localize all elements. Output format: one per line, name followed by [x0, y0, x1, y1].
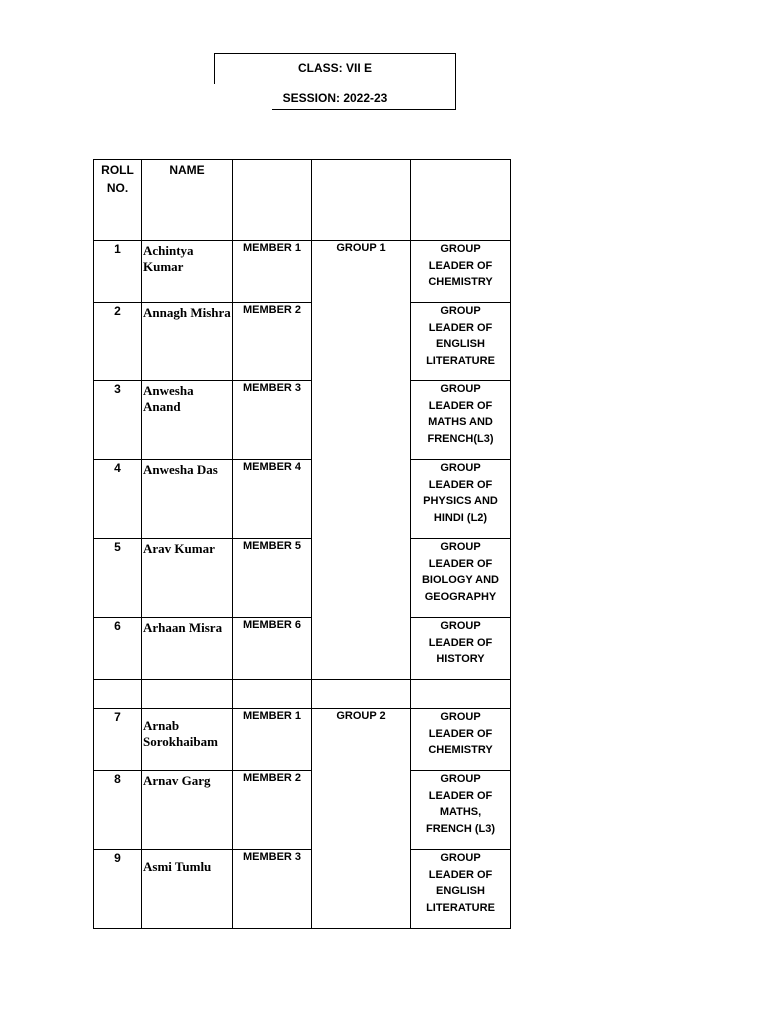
group-cell — [312, 709, 411, 929]
leader-role — [411, 709, 510, 759]
name-cell — [142, 771, 233, 850]
roll-number: 4 — [114, 461, 121, 475]
student-name: Annagh Mishra — [143, 305, 231, 320]
leader-role-line: GROUP — [440, 383, 481, 395]
leader-cell — [411, 709, 511, 771]
roll-cell — [94, 381, 142, 460]
roll-cell — [94, 539, 142, 618]
roll-number: 6 — [114, 619, 121, 633]
member-label: MEMBER 6 — [242, 619, 302, 631]
leader-cell — [411, 241, 511, 303]
header-leader-blank — [411, 160, 511, 241]
class-session-box — [214, 53, 456, 109]
leader-role-line: LEADER OF — [428, 868, 493, 881]
leader-role-line: LEADER OF — [428, 636, 493, 649]
leader-role — [411, 460, 510, 526]
student-name: Achintya Kumar — [143, 243, 194, 274]
leader-role — [411, 618, 510, 668]
leader-role-line: HINDI (L2) — [433, 511, 488, 524]
leader-role-line: GROUP — [440, 305, 481, 317]
table-row — [94, 771, 511, 850]
spacer-row — [94, 680, 511, 709]
header-name — [142, 160, 233, 241]
table-header-row — [94, 160, 511, 241]
leader-role-line: LEADER OF — [428, 789, 493, 802]
member-label: MEMBER 2 — [242, 304, 302, 316]
leader-role-line: LEADER OF — [428, 399, 493, 412]
name-cell — [142, 241, 233, 303]
leader-role-line: PHYSICS AND — [423, 495, 498, 507]
leader-role-line: MATHS AND — [428, 416, 493, 428]
table-row — [94, 850, 511, 929]
leader-cell — [411, 460, 511, 539]
leader-role-line: LEADER OF — [428, 259, 493, 272]
leader-role-line: GROUP — [440, 541, 481, 553]
leader-role — [411, 241, 510, 291]
leader-cell — [411, 303, 511, 381]
leader-role-line: GROUP — [440, 852, 481, 864]
student-name: Arhaan Misra — [143, 620, 223, 635]
student-name: Arav Kumar — [143, 541, 215, 556]
table-row — [94, 303, 511, 381]
leader-role-line: LEADER OF — [428, 557, 493, 570]
group-roster-table — [93, 159, 511, 929]
leader-role-line: BIOLOGY AND — [421, 574, 499, 586]
table-row — [94, 241, 511, 303]
leader-role — [411, 539, 510, 605]
member-cell — [233, 303, 312, 381]
leader-role-line: FRENCH(L3) — [427, 432, 494, 445]
member-label: MEMBER 1 — [242, 710, 302, 722]
roll-number: 8 — [114, 772, 121, 786]
student-name: Asmi Tumlu — [143, 859, 212, 874]
name-cell — [142, 381, 233, 460]
roll-cell — [94, 460, 142, 539]
box-border-top — [214, 53, 455, 54]
student-name: Anwesha Anand — [143, 383, 194, 414]
group-label: GROUP 1 — [336, 242, 386, 254]
name-cell — [142, 460, 233, 539]
roll-cell — [94, 303, 142, 381]
member-label: MEMBER 3 — [242, 382, 302, 394]
roll-cell — [94, 618, 142, 680]
leader-role-line: LEADER OF — [428, 727, 493, 740]
name-cell — [142, 618, 233, 680]
leader-role-line: GROUP — [440, 462, 481, 474]
member-label: MEMBER 4 — [242, 461, 302, 473]
leader-role-line: GROUP — [440, 243, 481, 255]
table-row — [94, 709, 511, 771]
member-cell — [233, 771, 312, 850]
roll-number: 5 — [114, 540, 121, 554]
table-row — [94, 381, 511, 460]
class-label: CLASS: VII E — [297, 61, 372, 75]
roll-number: 7 — [114, 710, 121, 724]
header-roll-no — [94, 160, 142, 241]
name-cell — [142, 303, 233, 381]
member-label: MEMBER 3 — [242, 851, 302, 863]
leader-role-line: GEOGRAPHY — [424, 590, 497, 603]
member-label: MEMBER 1 — [242, 242, 302, 254]
leader-role-line: ENGLISH — [436, 338, 485, 350]
roll-cell — [94, 241, 142, 303]
name-cell — [142, 709, 233, 771]
roll-cell — [94, 771, 142, 850]
name-cell — [142, 539, 233, 618]
header-member-blank — [233, 160, 312, 241]
roll-cell — [94, 850, 142, 929]
group-cell — [312, 241, 411, 680]
leader-role-line: GROUP — [440, 773, 481, 785]
leader-cell — [411, 618, 511, 680]
student-name: Arnab Sorokhaibam — [143, 718, 218, 749]
header-no-line: NO. — [106, 181, 129, 195]
member-label: MEMBER 2 — [242, 772, 302, 784]
roll-number: 9 — [114, 851, 121, 865]
member-cell — [233, 241, 312, 303]
leader-role-line: GROUP — [440, 711, 481, 723]
header-roll-line: ROLL — [101, 163, 134, 177]
leader-role-line: FRENCH (L3) — [425, 822, 496, 835]
member-cell — [233, 381, 312, 460]
leader-role-line: ENGLISH — [436, 885, 485, 897]
group-label: GROUP 2 — [336, 710, 386, 722]
box-border-bottom — [272, 109, 456, 110]
leader-cell — [411, 771, 511, 850]
table-row — [94, 539, 511, 618]
leader-role-line: CHEMISTRY — [428, 276, 493, 288]
leader-role-line: LITERATURE — [426, 901, 495, 914]
leader-role — [411, 850, 510, 916]
leader-cell — [411, 539, 511, 618]
table-row — [94, 460, 511, 539]
member-label: MEMBER 5 — [242, 540, 302, 552]
leader-cell — [411, 381, 511, 460]
leader-role-line: HISTORY — [436, 653, 485, 665]
leader-role — [411, 303, 510, 369]
member-cell — [233, 539, 312, 618]
session-label: SESSION: 2022-23 — [282, 91, 388, 105]
member-cell — [233, 709, 312, 771]
leader-role — [411, 381, 510, 447]
member-cell — [233, 850, 312, 929]
leader-role-line: MATHS, — [439, 806, 482, 818]
roll-number: 1 — [114, 242, 121, 256]
leader-role-line: LEADER OF — [428, 321, 493, 334]
student-name: Arnav Garg — [143, 773, 211, 788]
roll-cell — [94, 709, 142, 771]
name-cell — [142, 850, 233, 929]
roll-number: 3 — [114, 382, 121, 396]
table-row — [94, 618, 511, 680]
student-name: Anwesha Das — [143, 462, 218, 477]
header-name-label: NAME — [169, 163, 205, 177]
member-cell — [233, 618, 312, 680]
member-cell — [233, 460, 312, 539]
leader-role-line: LITERATURE — [426, 354, 495, 367]
header-group-blank — [312, 160, 411, 241]
roll-number: 2 — [114, 304, 121, 318]
leader-role-line: LEADER OF — [428, 478, 493, 491]
leader-role-line: CHEMISTRY — [428, 744, 493, 756]
leader-cell — [411, 850, 511, 929]
leader-role-line: GROUP — [440, 620, 481, 632]
leader-role — [411, 771, 510, 837]
